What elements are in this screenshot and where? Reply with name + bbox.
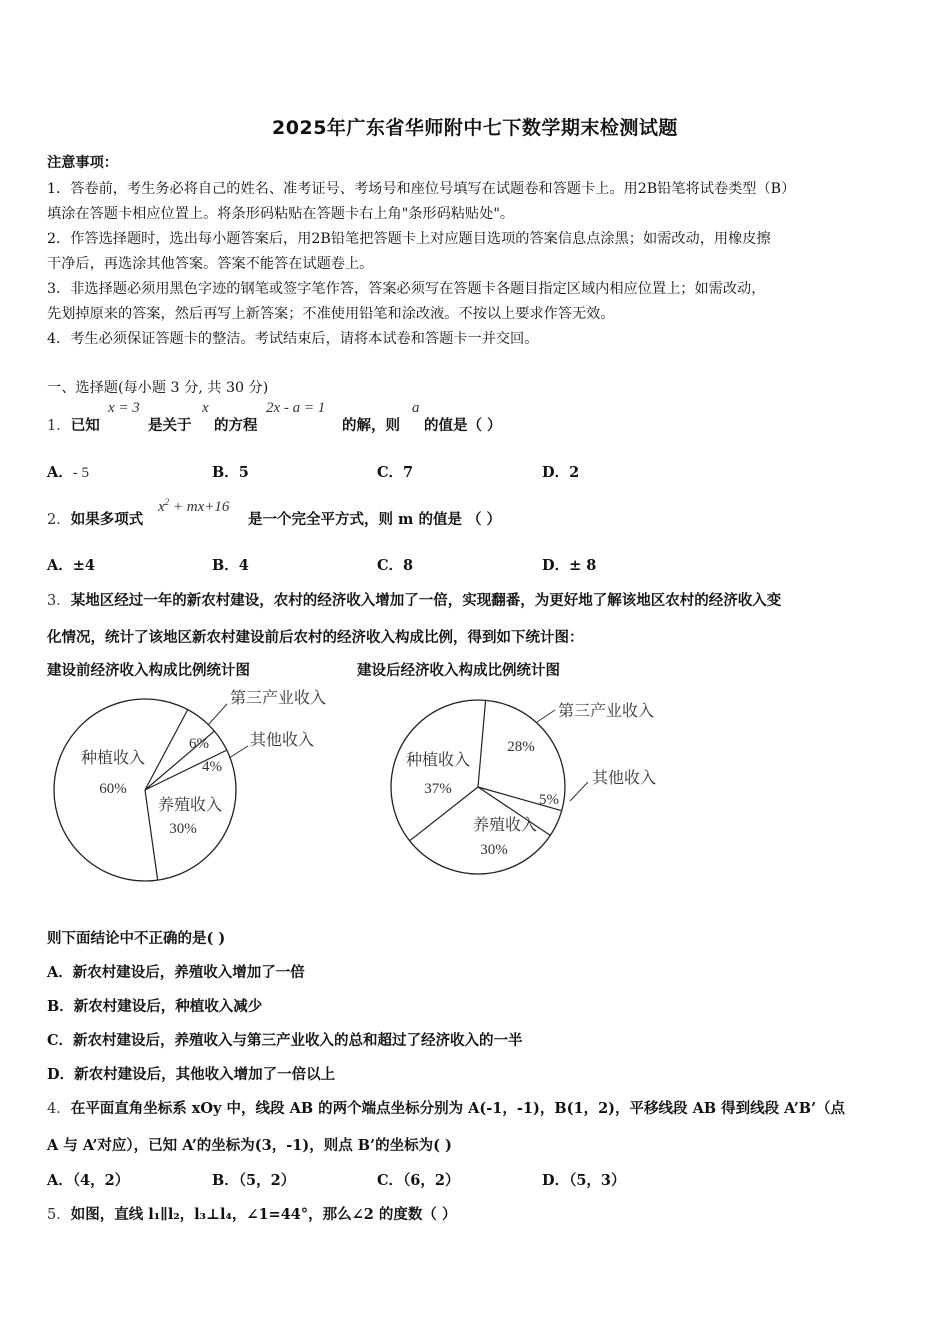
notice-line: 2．作答选择题时，选出每小题答案后，用2B铅笔把答题卡上对应题目选项的答案信息点涂黑；如需改动，用橡皮擦 (47, 231, 771, 247)
pie-slice-label: 第三产业收入 (230, 688, 327, 707)
question-text: 是关于 (148, 417, 192, 434)
pie-value-label: 5% (539, 792, 559, 808)
question-5: 5．如图，直线 l₁∥l₂，l₃⊥l₄，∠1=44°，那么∠2 的度数（ ） (47, 1206, 457, 1223)
question-stem: 则下面结论中不正确的是( ) (47, 930, 226, 947)
pie-slice-label: 种植收入 (80, 748, 146, 767)
notice-line: 1．答卷前，考生务必将自己的姓名、准考证号、考场号和座位号填写在试题卷和答题卡上。用2B铅笔将试卷类型（B） (47, 181, 796, 197)
option-d[interactable]: D．2 (542, 464, 580, 481)
question-text: 的方程 (214, 417, 258, 434)
option-a[interactable]: A．±4 (47, 557, 96, 574)
option-c[interactable]: C．（6，2） (377, 1172, 460, 1189)
section-heading: 一、选择题(每小题 3 分, 共 30 分) (47, 380, 269, 396)
option-a[interactable]: A．- 5 (47, 464, 90, 481)
option-a[interactable]: A．新农村建设后，养殖收入增加了一倍 (47, 964, 305, 981)
pie-slice-label: 第三产业收入 (558, 701, 655, 720)
option-d[interactable]: D．（5，3） (542, 1172, 626, 1189)
question-text: 如果多项式 (70, 511, 144, 528)
option-b[interactable]: B．新农村建设后，种植收入减少 (47, 998, 263, 1015)
question-number: 1． (47, 418, 71, 434)
pie-value-label: 4% (202, 759, 222, 775)
pie-value-label: 6% (189, 736, 209, 752)
question-text: A 与 A’对应），已知 A’的坐标为(3，-1)，则点 B’的坐标为( ) (47, 1137, 452, 1154)
pie-leader-line (229, 746, 248, 758)
question-text: 的值是（ ） (424, 417, 502, 434)
option-d[interactable]: D．新农村建设后，其他收入增加了一倍以上 (47, 1066, 336, 1083)
notice-line: 先划掉原来的答案，然后再写上新答案；不准使用铅笔和涂改液。不按以上要求作答无效。 (47, 306, 615, 322)
question-text: 化情况，统计了该地区新农村建设前后农村的经济收入构成比例，得到如下统计图： (47, 629, 584, 646)
question-2 (47, 508, 143, 529)
pie-slice-boundary (145, 790, 158, 880)
pie-slice-boundary (478, 700, 486, 787)
question-number: 2． (47, 512, 71, 528)
pie-slice-label: 种植收入 (405, 750, 471, 769)
notice-line: 干净后，再选涂其他答案。答案不能答在试题卷上。 (47, 256, 374, 272)
pie-slice-label: 其他收入 (250, 730, 315, 749)
pie-leader-line (537, 710, 555, 722)
math-expression: 2x - a = 1 (266, 400, 326, 416)
option-a[interactable]: A．（4，2） (47, 1172, 130, 1189)
notice-header: 注意事项： (47, 155, 118, 171)
option-c[interactable]: C．8 (377, 557, 414, 574)
math-expression: x (202, 400, 209, 416)
math-expression: a (412, 400, 420, 416)
chart-title-before: 建设前经济收入构成比例统计图 (47, 662, 250, 679)
pie-slice-label: 养殖收入 (472, 815, 538, 834)
pie-after (391, 700, 656, 874)
pie-slice-label: 养殖收入 (157, 795, 223, 814)
pie-value-label: 30% (169, 821, 197, 837)
pie-leader-line (208, 704, 227, 725)
math-expression: x = 3 (108, 400, 140, 416)
math-expression: $x^2 + mx+16$ (158, 497, 230, 515)
question-text: 是一个完全平方式，则 m 的值是 （ ） (248, 511, 502, 528)
page-title: 2025年广东省华师附中七下数学期末检测试题 (272, 117, 678, 139)
option-b[interactable]: B．5 (212, 464, 249, 481)
option-c[interactable]: C．新农村建设后，养殖收入与第三产业收入的总和超过了经济收入的一半 (47, 1032, 523, 1049)
question-3: 3．某地区经过一年的新农村建设，农村的经济收入增加了一倍，实现翻番，为更好地了解该地区农村的经济收入变 (47, 592, 782, 609)
pie-slice-label: 其他收入 (592, 768, 657, 787)
option-c[interactable]: C．7 (377, 464, 414, 481)
question-1 (47, 414, 100, 435)
pie-leader-line (570, 782, 588, 801)
pie-value-label: 28% (507, 739, 535, 755)
question-text: 的解，则 (342, 417, 400, 434)
question-4: 4．在平面直角坐标系 xOy 中，线段 AB 的两个端点坐标分别为 A(-1，-1)，B(1，2)，平移线段 AB 得到线段 A’B’（点 (47, 1100, 846, 1117)
pie-value-label: 60% (99, 781, 127, 797)
pie-charts (0, 680, 720, 895)
notice-line: 4．考生必须保证答题卡的整洁。考试结束后，请将本试卷和答题卡一并交回。 (47, 331, 539, 347)
pie-before (54, 688, 326, 881)
pie-value-label: 30% (480, 842, 508, 858)
notice-line: 填涂在答题卡相应位置上。将条形码粘贴在答题卡右上角"条形码粘贴处"。 (47, 206, 515, 222)
option-d[interactable]: D．± 8 (542, 557, 597, 574)
pie-slice-boundary (145, 710, 188, 790)
chart-title-after: 建设后经济收入构成比例统计图 (357, 662, 560, 679)
pie-value-label: 37% (424, 781, 452, 797)
option-b[interactable]: B．4 (212, 557, 249, 574)
option-b[interactable]: B．（5，2） (212, 1172, 296, 1189)
notice-line: 3．非选择题必须用黑色字迹的钢笔或签字笔作答，答案必须写在答题卡各题目指定区域内相应位置上；如需改动， (47, 281, 766, 297)
question-text: 已知 (70, 417, 100, 434)
